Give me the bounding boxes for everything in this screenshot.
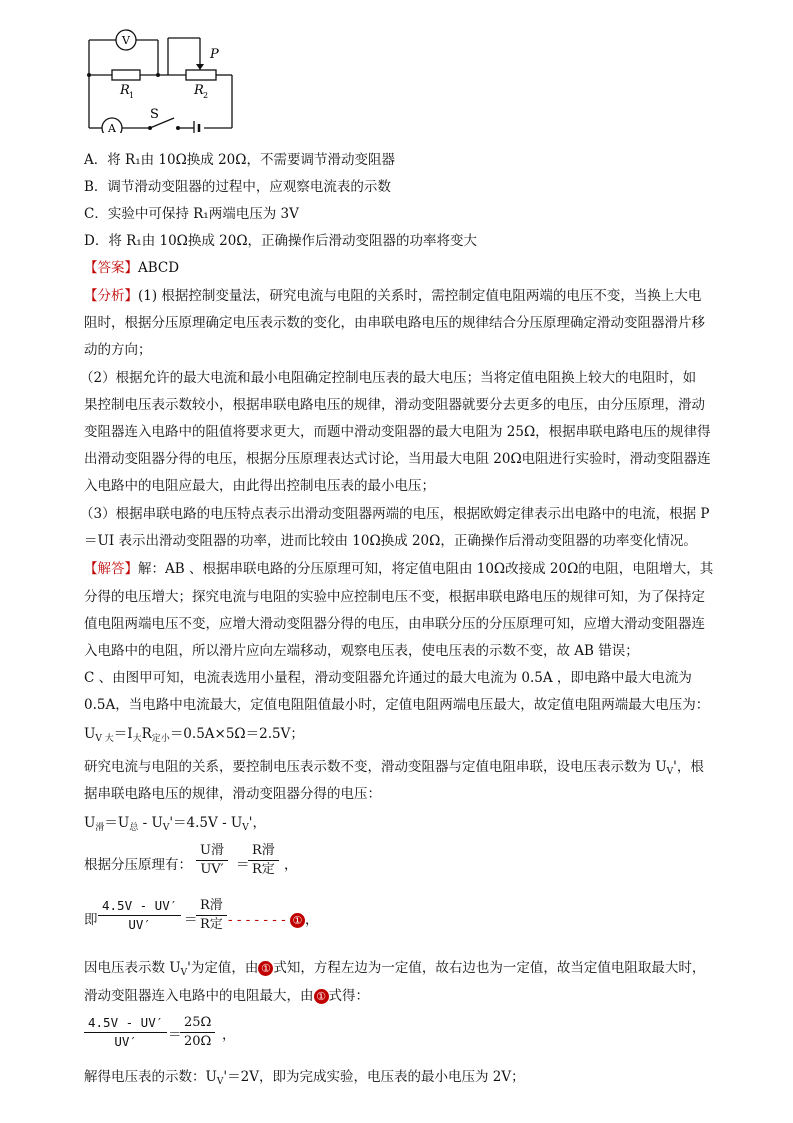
frac2-num: 4.5V - UV′ xyxy=(98,897,181,916)
line13-a: '为定值，由 xyxy=(187,960,259,976)
solution-line-13 xyxy=(84,958,705,983)
eq2-sub-v2: V xyxy=(242,823,249,833)
eq2-end: '， xyxy=(248,815,267,831)
frac3-rden: 20Ω xyxy=(184,1034,212,1049)
eq1-r: R xyxy=(141,726,152,742)
frac3-end: ， xyxy=(222,1027,236,1043)
option-d: D．将 R₁由 10Ω换成 20Ω，正确操作后滑动变阻器的功率将变大 xyxy=(84,233,478,249)
solution-line-6: 0.5A，当电路中电流最大，定值电阻阻值最小时，定值电阻两端电压最大，故定值电阻两端最大电压为： xyxy=(84,697,710,713)
frac1-left xyxy=(196,842,228,879)
frac3-right xyxy=(180,1014,215,1051)
equation-slider-voltage xyxy=(84,813,266,838)
frac1-den: UV′ xyxy=(200,862,224,877)
solution-line-8: 据串联电路电压的规律，滑动变阻器分得的电压： xyxy=(84,786,381,802)
frac3-rnum: 25Ω xyxy=(180,1014,215,1033)
r1-label: R xyxy=(120,83,130,98)
frac2-rnum: R滑 xyxy=(196,897,227,916)
solution-text-14: 滑动变阻器连入电路中的电阻最大，由 xyxy=(84,988,314,1004)
frac1-end: ， xyxy=(284,857,298,873)
solution-final xyxy=(84,1067,525,1092)
final-sub: V xyxy=(216,1077,224,1087)
frac1-num: U滑 xyxy=(196,842,228,861)
r1-sub: 1 xyxy=(129,91,135,100)
final-tail: '＝2V，即为完成实验，电压表的最小电压为 2V； xyxy=(223,1069,525,1085)
uv-sub: V xyxy=(666,767,674,777)
option-a: A．将 R₁由 10Ω换成 20Ω，不需要调节滑动变阻器 xyxy=(84,152,395,168)
option-c: C．实验中可保持 R₁两端电压为 3V xyxy=(84,206,299,222)
analysis-line-2: 阻时，根据分压原理确定电压表示数的变化，由串联电路电压的规律结合分压原理确定滑动变阻器滑片移 xyxy=(84,315,705,331)
eq2-mid: ＝U xyxy=(104,815,130,831)
frac2-rden: R定 xyxy=(200,917,223,932)
solution-text-13: 因电压表示数 U xyxy=(84,960,181,976)
eq2-tail2: '＝4.5V - U xyxy=(169,815,243,831)
voltmeter-label: V xyxy=(122,34,130,47)
eq1-sub-max: 大 xyxy=(132,734,142,744)
ji-label: 即 xyxy=(84,912,98,928)
frac2-right xyxy=(196,897,227,934)
analysis-line-9: （3）根据串联电路的电压特点表示出滑动变阻器两端的电压，根据欧姆定律表示出电路中的电流，根据 P xyxy=(80,506,710,522)
answer-line xyxy=(84,258,179,278)
uv-prime: '，根 xyxy=(673,759,704,775)
uv-sub-13: V xyxy=(180,968,188,978)
analysis-line-3: 动的方向； xyxy=(84,342,152,358)
analysis-line-5: 果控制电压表示数较小，根据串联电路电压的规律，滑动变阻器就要分去更多的电压，由分压原理，滑动 xyxy=(84,397,705,413)
r2-label: R xyxy=(194,83,204,98)
line14-b: 式得： xyxy=(328,988,369,1004)
analysis-line-8: 入电路中的电阻应最大，由此得出控制电压表的最小电压； xyxy=(84,478,435,494)
equation-marker-ref-2: ① xyxy=(314,989,329,1004)
answer-value: ABCD xyxy=(138,260,180,276)
final-text: 解得电压表的示数：U xyxy=(84,1069,217,1085)
equation-max-voltage xyxy=(84,724,304,749)
eq2-u: U xyxy=(84,815,96,831)
answer-label: 【答案】 xyxy=(84,260,138,276)
solution-line-7 xyxy=(84,757,704,782)
analysis-text-1: (1) 根据控制变量法，研究电流与电阻的关系时，需控制定值电阻两端的电压不变，当换上大电 xyxy=(138,288,702,304)
eq2-tail1: - U xyxy=(138,815,163,831)
frac3-left xyxy=(84,1014,167,1051)
frac2-eq: ＝ xyxy=(184,912,198,928)
circuit-diagram xyxy=(82,28,242,133)
eq2-sub-v1: V xyxy=(162,823,170,833)
solution-line-3: 值电阻两端电压不变，应增大滑动变阻器分得的电压，由串联分压的分压原理可知，应增大滑动变阻器连 xyxy=(84,616,705,632)
equation-marker-1: ① xyxy=(290,913,305,928)
eq1-i: ＝I xyxy=(113,726,133,742)
frac1-eq: ＝ xyxy=(236,857,250,873)
frac2-den: UV′ xyxy=(128,917,151,932)
r2-sub: 2 xyxy=(203,91,209,100)
analysis-line-6: 变阻器连入电路中的阻值将要求更大，而题中滑动变阻器的最大电阻为 25Ω，根据串联电路电压的规律得 xyxy=(84,424,711,440)
frac2-end: ， xyxy=(304,912,319,928)
solution-label: 【解答】 xyxy=(84,561,138,577)
solution-line-5: C 、由图甲可知，电流表选用小量程，滑动变阻器允许通过的最大电流为 0.5A ，即电路中最大电流为 xyxy=(84,670,692,686)
solution-text-7: 研究电流与电阻的关系，要控制电压表示数不变，滑动变阻器与定值电阻串联，设电压表示数为 U xyxy=(84,759,667,775)
analysis-label: 【分析】 xyxy=(84,288,138,304)
frac1-rnum: R滑 xyxy=(248,842,279,861)
eq1-sub-rmin: 定小 xyxy=(151,734,170,744)
frac1-right xyxy=(248,842,279,879)
eq1-tail: ＝0.5A×5Ω＝2.5V； xyxy=(169,726,304,742)
solution-line-14 xyxy=(84,986,369,1006)
analysis-line-4: （2）根据允许的最大电流和最小电阻确定控制电压表的最大电压；当将定值电阻换上较大的电阻时，如 xyxy=(80,370,697,386)
analysis-line-1 xyxy=(84,286,701,306)
eq1-sub-vmax: V 大 xyxy=(95,734,114,744)
eq1-u: U xyxy=(84,726,96,742)
ratio-intro: 根据分压原理有： xyxy=(84,857,192,873)
frac3-num: 4.5V - UV′ xyxy=(84,1014,167,1033)
analysis-line-10: ＝UI 表示出滑动变阻器的功率，进而比较由 10Ω换成 20Ω，正确操作后滑动变阻器的功率变化情况。 xyxy=(84,533,697,549)
solution-line-4: 入电路中的电阻，所以滑片应向左端移动，观察电压表，使电压表的示数不变，故 AB 错误； xyxy=(84,643,639,659)
frac3-eq: ＝ xyxy=(168,1027,182,1043)
slider-label: P xyxy=(210,47,219,62)
solution-line-2: 分得的电压增大；探究电流与电阻的实验中应控制电压不变，根据串联电路电压的规律可知，为了保持定 xyxy=(84,589,705,605)
switch-label: S xyxy=(150,107,159,122)
option-b: B．调节滑动变阻器的过程中，应观察电流表的示数 xyxy=(84,179,391,195)
frac2-dashes: - - - - - - - xyxy=(228,912,290,928)
eq2-sub-slide: 滑 xyxy=(95,823,105,833)
frac3-den: UV′ xyxy=(114,1034,137,1049)
frac1-rden: R定 xyxy=(252,862,275,877)
ammeter-label: A xyxy=(108,122,116,133)
frac2-left xyxy=(98,897,181,934)
eq2-sub-total: 总 xyxy=(129,823,139,833)
analysis-line-7: 出滑动变阻器分得的电压，根据分压原理表达式讨论，当用最大电阻 20Ω电阻进行实验时，滑动变阻器连 xyxy=(84,451,711,467)
frac2-tail xyxy=(228,910,318,930)
solution-line-1 xyxy=(84,559,713,579)
line13-b: 式知，方程左边为一定值，故右边也为一定值，故当定值电阻取最大时， xyxy=(273,960,706,976)
equation-marker-ref-1: ① xyxy=(258,961,273,976)
solution-text-1: 解：AB 、根据串联电路的分压原理可知，将定值电阻由 10Ω改接成 20Ω的电阻，电阻增大，其 xyxy=(138,561,714,577)
